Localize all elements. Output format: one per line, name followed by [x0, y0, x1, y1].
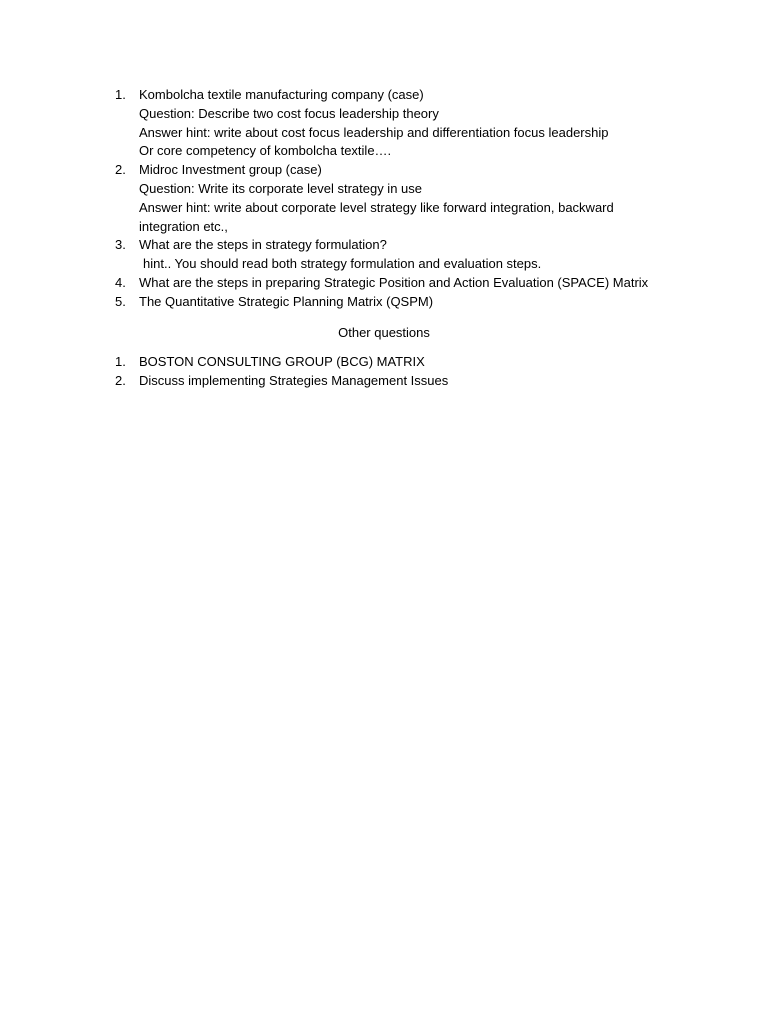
list-item — [0, 161, 659, 236]
list-item-line: Answer hint: write about cost focus leadership and differentiation focus leadership — [139, 124, 609, 140]
list-item-number: 5. — [115, 293, 126, 309]
document-content — [0, 86, 768, 391]
list-item-number: 1. — [115, 354, 126, 370]
list-item-line: The Quantitative Strategic Planning Matrix (QSPM) — [139, 293, 434, 309]
list-item-line: What are the steps in strategy formulation? — [139, 237, 387, 253]
list-item-line: Midroc Investment group (case) — [139, 162, 322, 178]
list-item-number: 2. — [115, 373, 126, 389]
main-question-list — [0, 86, 768, 312]
list-item-number: 2. — [115, 162, 126, 178]
list-item — [0, 293, 659, 312]
list-item — [0, 274, 659, 293]
list-item — [0, 86, 659, 161]
list-item-line: hint.. You should read both strategy formulation and evaluation steps. — [143, 256, 542, 272]
list-item-line: Answer hint: write about corporate level strategy like forward integration, backward — [139, 199, 614, 215]
list-item — [0, 236, 659, 274]
list-item-line: What are the steps in preparing Strategic Position and Action Evaluation (SPACE) Matrix — [139, 274, 649, 290]
list-item-line: integration etc., — [139, 218, 228, 234]
other-question-list — [0, 353, 768, 391]
list-item-line: Question: Write its corporate level strategy in use — [139, 180, 422, 196]
list-item-number: 4. — [115, 274, 126, 290]
list-item — [0, 353, 659, 372]
list-item-line: Or core competency of kombolcha textile…. — [139, 143, 392, 159]
list-item-line: Discuss implementing Strategies Management Issues — [139, 373, 449, 389]
list-item-line: Kombolcha textile manufacturing company (case) — [139, 87, 424, 102]
list-item-line: Question: Describe two cost focus leadership theory — [139, 105, 439, 121]
list-item-number: 3. — [115, 237, 126, 253]
list-item-line: BOSTON CONSULTING GROUP (BCG) MATRIX — [139, 354, 425, 370]
section-heading — [0, 324, 768, 343]
list-item — [0, 372, 659, 391]
list-item-number: 1. — [115, 87, 126, 102]
section-heading-text: Other questions — [338, 324, 430, 340]
